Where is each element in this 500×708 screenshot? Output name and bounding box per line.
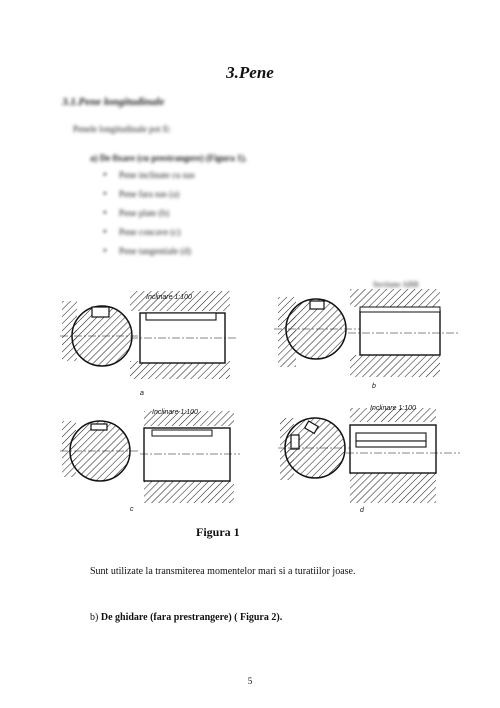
key-view — [146, 313, 216, 320]
chapter-title: 3.Pene — [226, 63, 274, 82]
section-title: 3.1.Pene longitudinale — [62, 96, 165, 108]
figure-1-drawings — [60, 283, 470, 523]
section-label: Sectiune ABB — [373, 280, 419, 289]
incline-label-a: Inclinare 1:100 — [146, 294, 192, 301]
drawing-b — [274, 289, 460, 390]
list-item: • Pene inclinate cu nas — [103, 166, 195, 185]
intro-text: Penele longitudinale pot fi: — [73, 124, 171, 134]
list-item: • Pene concave (c) — [103, 223, 195, 242]
subsection-b-heading — [90, 612, 282, 623]
subsection-b-title: De ghidare (fara prestrangere) ( Figura 2). — [100, 612, 283, 623]
body-paragraph: Sunt utilizate la transmiterea momentelor mari si a turatiilor joase. — [90, 566, 356, 577]
label-a: a — [140, 390, 144, 397]
incline-label-d: Inclinare 1:100 — [370, 405, 416, 412]
subsection-a-heading: a) De fixare (cu prestrangere) (Figura 1). — [90, 153, 247, 163]
label-d: d — [360, 507, 364, 514]
incline-label-c: Inclinare 1:100 — [152, 409, 198, 416]
drawing-c — [60, 409, 240, 513]
list-item: • Pene tangentiale (d) — [103, 242, 195, 261]
list-item: • Pene plate (b) — [103, 204, 195, 223]
list-item: • Pene fara nas (a) — [103, 185, 195, 204]
key-section — [92, 307, 109, 317]
label-c: c — [130, 506, 134, 513]
key-types-list — [103, 166, 195, 261]
drawing-d — [278, 405, 460, 514]
drawing-a — [60, 291, 236, 397]
label-b: b — [372, 383, 376, 390]
subsection-b-prefix: b) — [90, 612, 99, 623]
page-number: 5 — [247, 676, 253, 686]
figure-caption: Figura 1 — [196, 525, 240, 539]
